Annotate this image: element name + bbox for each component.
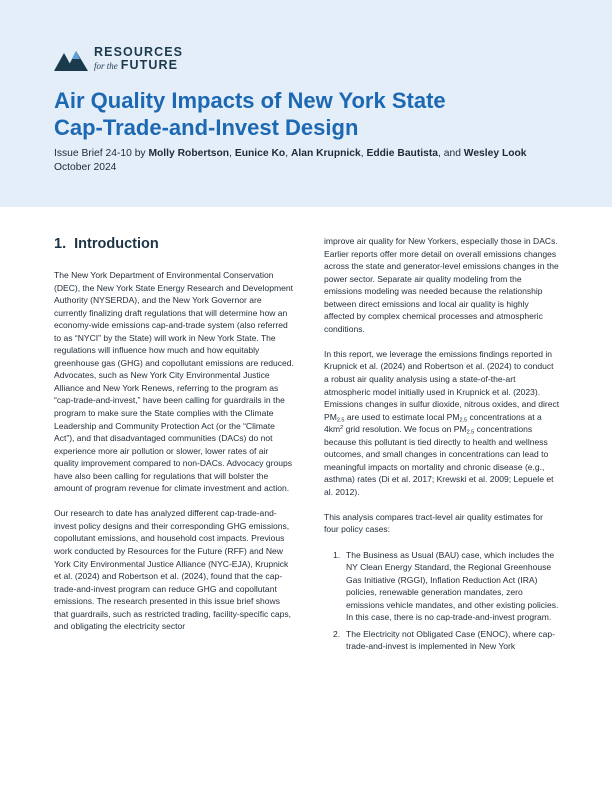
- right-paragraph-3: This analysis compares tract-level air quality estimates for four policy cases:: [324, 511, 543, 535]
- right-paragraph-2: [324, 348, 560, 499]
- left-column: [54, 235, 294, 645]
- page-title: [54, 87, 554, 141]
- list-text: The Electricity not Obligated Case (ENOC), where cap-trade-and-invest is implemented in New York: [346, 628, 556, 652]
- logo-line2-italic: for the: [94, 61, 118, 71]
- policy-cases-list: [324, 549, 560, 653]
- author-sep: ,: [229, 148, 235, 159]
- author-1: Molly Robertson: [148, 148, 230, 159]
- intro-paragraph-2: Our research to date has analyzed different cap-trade-and-invest policy designs and their corresponding GHG emissions, copollutant emissions, and household cost impacts. Previous work conducted by Resources for the Future (RFF) and New York City Environmental Justice Alliance (NYC-EJA), Krupnick et al. (2024) and Robertson et al. (2024), found that the cap-trade-and-invest program can reduce GHG and copollutant emissions. The research presented in this issue brief shows that guardrails, such as restricted trading, facility-specific caps, and obligating the electricity sector: [54, 508, 292, 632]
- byline: [54, 147, 564, 175]
- logo-line1: RESOURCES: [94, 45, 184, 59]
- list-item: [324, 628, 560, 653]
- p2-text-a: In this report, we leverage the emissions findings reported in Krupnick et al. (2024) and Robertson et al. (2024) to conduct a robust air quality analysis using a state-of-the-art atmospheric model initially used in Krupnick et al. (2023). Emissions changes in sulfur dioxide, nitrous oxides, and direct PM: [324, 348, 560, 422]
- title-line1: Air Quality Impacts of New York State: [54, 88, 446, 113]
- section-title: Introduction: [74, 236, 159, 252]
- p2-text-e: concentrations because this pollutant is tied directly to health and wellness outcomes, and small changes in concentrations can lead to meaningful impacts on mortality and chronic disease (e.g., asthma) rates (Di et al. 2017; Krewski et al. 2009; Lepuele et al. 2012).: [324, 424, 554, 497]
- author-sep: ,: [360, 148, 367, 159]
- intro-paragraph-1: The New York Department of Environmental Conservation (DEC), the New York State Energy Research and Development Authority (NYSERDA), and the New York Governor are currently finalizing draft regulations that will determine how an economy-wide emissions cap-and-trade system (also referred to as “NYCI” by the State) will work in New York State. The regulations will influence how much and how equitably greenhouse gas (GHG) and copollutant emissions are reduced. Advocates, such as New York City Environmental Justice Alliance and New York Renews, referring to the program as “cap-trade-and-invest,” have been calling for guardrails in the program to make sure the State complies with the Climate Leadership and Community Protection Act (or the “Climate Act”), and that disadvantaged communities (DACs) do not experience more air pollution or slower, lower rates of air quality improvement compared to non-DACs. Advocacy groups have also been calling for regulations that will bolster the amount of program revenue for climate investment and action.: [54, 270, 294, 494]
- section-heading: [54, 235, 294, 253]
- right-paragraph-1: improve air quality for New Yorkers, especially those in DACs. Earlier reports offer more detail on overall emissions changes across the state and generator-level emissions changes in the power sector. Separate air quality modeling from the emissions modeling was needed because the relationship between direct emissions and local air quality is highly affected by complex chemical processes and atmospheric conditions.: [324, 236, 559, 334]
- logo-line2-text: FUTURE: [120, 58, 179, 72]
- header-band: [0, 0, 612, 207]
- km-superscript: 2: [340, 425, 344, 432]
- author-3: Alan Krupnick: [290, 148, 361, 159]
- p2-text-c: concentrations at a 4km: [324, 411, 542, 435]
- pm-subscript: 2.5: [336, 417, 345, 424]
- list-item: [324, 549, 560, 624]
- pm-subscript: 2.5: [466, 429, 475, 436]
- list-number: 1.: [333, 549, 341, 560]
- right-column: [324, 235, 560, 657]
- p2-text-d: grid resolution. We focus on PM: [343, 424, 467, 435]
- logo-line2: [94, 58, 178, 72]
- author-5: Wesley Look: [463, 148, 527, 159]
- list-text: The Business as Usual (BAU) case, which includes the NY Clean Energy Standard, the Regional Greenhouse Gas Initiative (RGGI), Inflation Reduction Act (IRA) policies, renewable generation mandates, zero emissions vehicle mandates, and other existing policies. In this case, there is no cap-trade-and-invest program.: [346, 549, 559, 623]
- pm-subscript: 2.5: [459, 417, 468, 424]
- author-and: , and: [438, 148, 464, 159]
- p2-text-b: are used to estimate local PM: [344, 411, 460, 422]
- author-2: Eunice Ko: [234, 148, 286, 159]
- title-line2: Cap-Trade-and-Invest Design: [54, 115, 359, 140]
- rff-logo[interactable]: [54, 45, 194, 71]
- mountain-logo-icon: [54, 47, 88, 71]
- list-number: 2.: [333, 628, 341, 639]
- author-sep: ,: [285, 148, 291, 159]
- author-4: Eddie Bautista: [366, 148, 439, 159]
- byline-prefix: Issue Brief 24-10 by: [54, 148, 149, 159]
- section-number: 1.: [54, 236, 67, 252]
- publication-date: October 2024: [54, 162, 117, 173]
